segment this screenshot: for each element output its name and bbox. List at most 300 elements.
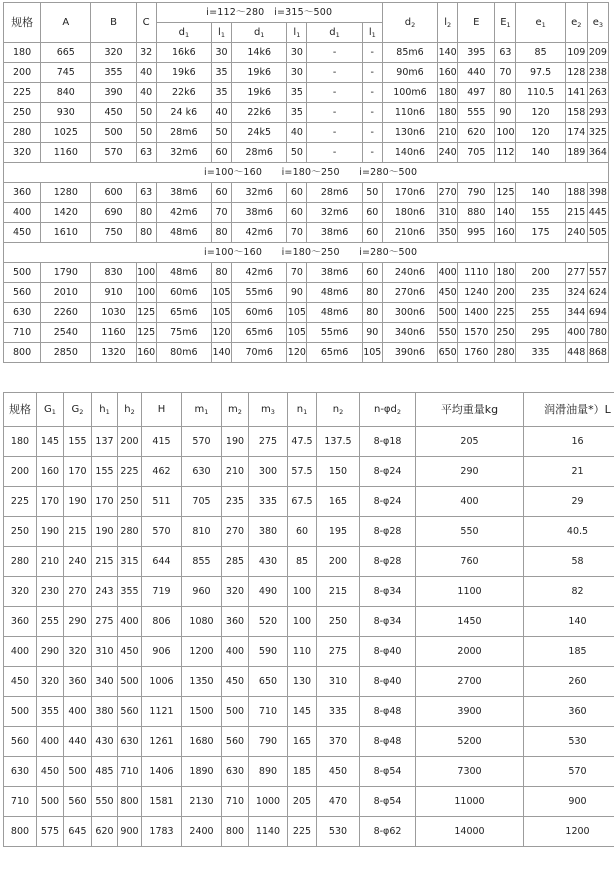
table-cell: 185 <box>524 637 614 667</box>
table-cell: 125 <box>136 323 156 343</box>
table-cell: 109 <box>565 43 587 63</box>
table-row <box>4 123 609 143</box>
table-cell: 180 <box>438 83 458 103</box>
table-cell: 570 <box>142 517 182 547</box>
col-bolt-holes: $n-\varphi d_2$ <box>360 393 416 427</box>
table-cell: 55m6 <box>307 323 362 343</box>
table-cell: 50 <box>362 183 382 203</box>
table-cell: 70 <box>495 63 516 83</box>
ratio-band: i=100～160 i=180～250 i=280～500 <box>4 243 609 263</box>
table-cell: 906 <box>142 637 182 667</box>
table-cell: 290 <box>416 457 524 487</box>
table-cell: 300n6 <box>382 303 437 323</box>
table-cell: 8-φ28 <box>360 517 416 547</box>
table-cell: 2400 <box>182 817 222 847</box>
table-cell: 8-φ40 <box>360 637 416 667</box>
table-cell: 100m6 <box>382 83 437 103</box>
table-cell: 120 <box>287 343 307 363</box>
table-cell: 225 <box>495 303 516 323</box>
table-cell: 38m6 <box>307 263 362 283</box>
table-cell: 180 <box>495 263 516 283</box>
table-cell: 35 <box>211 83 231 103</box>
table-cell: 710 <box>118 757 142 787</box>
col-h1: $h_1$ <box>92 393 118 427</box>
table-cell: 100 <box>288 577 317 607</box>
table-cell: 32m6 <box>156 143 211 163</box>
table-cell: 500 <box>4 263 41 283</box>
table-cell: 200 <box>516 263 565 283</box>
table-cell: 158 <box>565 103 587 123</box>
table-cell: 280 <box>118 517 142 547</box>
col-n2: $n_2$ <box>317 393 360 427</box>
table-cell: 344 <box>565 303 587 323</box>
table-cell: 300 <box>249 457 288 487</box>
table-cell: 400 <box>37 727 64 757</box>
dimension-table-1 <box>3 2 609 363</box>
table-cell: 570 <box>524 757 614 787</box>
table-cell: 250 <box>495 323 516 343</box>
table-cell: 500 <box>64 757 92 787</box>
table-cell: 760 <box>416 547 524 577</box>
table-cell: 590 <box>249 637 288 667</box>
table-cell: 1570 <box>458 323 495 343</box>
table-cell: 150 <box>317 457 360 487</box>
table-row <box>4 547 614 577</box>
col-avg-weight: 平均重量kg <box>416 393 524 427</box>
table-cell: 710 <box>4 323 41 343</box>
table-cell: 63 <box>495 43 516 63</box>
table-cell: 30 <box>287 63 307 83</box>
table-cell: 225 <box>118 457 142 487</box>
col-e1: $e_1$ <box>516 3 565 43</box>
table-cell: 500 <box>4 697 37 727</box>
table-cell: 205 <box>288 787 317 817</box>
table-cell: 364 <box>587 143 608 163</box>
table-cell: 190 <box>222 427 249 457</box>
table-cell: 185 <box>288 757 317 787</box>
table-cell: 430 <box>92 727 118 757</box>
header-row-1 <box>4 3 609 23</box>
table-cell: 50 <box>211 123 231 143</box>
table-cell: 380 <box>249 517 288 547</box>
table-cell: 790 <box>458 183 495 203</box>
table-cell: 1030 <box>91 303 136 323</box>
table-cell: 180 <box>438 103 458 123</box>
table-cell: 290 <box>37 637 64 667</box>
table-cell: 80 <box>495 83 516 103</box>
table-cell: 16k6 <box>156 43 211 63</box>
col-C: C <box>136 3 156 43</box>
table-cell: 24k5 <box>232 123 287 143</box>
table-cell: 1320 <box>91 343 136 363</box>
table-cell: 550 <box>438 323 458 343</box>
table-cell: 8-φ54 <box>360 787 416 817</box>
table-cell: 70 <box>211 203 231 223</box>
table-row <box>4 607 614 637</box>
table-cell: 500 <box>222 697 249 727</box>
table-cell: 280 <box>4 123 41 143</box>
table-cell: 490 <box>249 577 288 607</box>
table-cell: 560 <box>118 697 142 727</box>
table-cell: 57.5 <box>288 457 317 487</box>
table-cell: 160 <box>495 223 516 243</box>
table-row <box>4 487 614 517</box>
table-cell: 215 <box>317 577 360 607</box>
table-cell: 80 <box>211 263 231 283</box>
table-cell: 7300 <box>416 757 524 787</box>
table-cell: 165 <box>317 487 360 517</box>
table-cell: 250 <box>4 103 41 123</box>
table-cell: 750 <box>91 223 136 243</box>
table-row <box>4 303 609 323</box>
table-row <box>4 637 614 667</box>
table-cell: 30 <box>211 43 231 63</box>
table-cell: 2700 <box>416 667 524 697</box>
table-cell: 250 <box>317 607 360 637</box>
ratio-range-a: i=112～280 <box>206 6 265 18</box>
table-cell: 400 <box>118 607 142 637</box>
table-cell: 320 <box>37 667 64 697</box>
table-cell: 360 <box>4 607 37 637</box>
table-cell: 141 <box>565 83 587 103</box>
table-cell: 210 <box>37 547 64 577</box>
table-cell: 255 <box>516 303 565 323</box>
table-cell: 745 <box>41 63 91 83</box>
table-cell: 293 <box>587 103 608 123</box>
table-cell: 555 <box>458 103 495 123</box>
table-cell: 630 <box>222 757 249 787</box>
table-row <box>4 577 614 607</box>
table-row <box>4 143 609 163</box>
table-cell: 2000 <box>416 637 524 667</box>
table-cell: 450 <box>4 223 41 243</box>
table-cell: 97.5 <box>516 63 565 83</box>
table-cell: 310 <box>438 203 458 223</box>
table-cell: 1760 <box>458 343 495 363</box>
table-cell: 70m6 <box>232 343 287 363</box>
table-cell: 275 <box>317 637 360 667</box>
table-cell: 240 <box>438 143 458 163</box>
col-m2: $m_2$ <box>222 393 249 427</box>
table-cell: 55m6 <box>232 283 287 303</box>
col-spec: 规格 <box>4 393 37 427</box>
table-cell: 310 <box>92 637 118 667</box>
table-cell: 35 <box>211 63 231 83</box>
table-cell: 930 <box>41 103 91 123</box>
table-cell: 240n6 <box>382 263 437 283</box>
table-cell: 1680 <box>182 727 222 757</box>
table-cell: 450 <box>4 667 37 697</box>
table-cell: 130 <box>288 667 317 697</box>
table-cell: 145 <box>37 427 64 457</box>
table-row <box>4 757 614 787</box>
table-cell: 800 <box>4 817 37 847</box>
table-cell: 67.5 <box>288 487 317 517</box>
header-row <box>4 393 614 427</box>
table-cell: 240 <box>64 547 92 577</box>
table-cell: 485 <box>92 757 118 787</box>
table-cell: 200 <box>317 547 360 577</box>
table-cell: - <box>307 123 362 143</box>
table-cell: 450 <box>317 757 360 787</box>
table-cell: 440 <box>64 727 92 757</box>
col-oil-volume: 润滑油量*）L <box>524 393 614 427</box>
table-cell: 170 <box>92 487 118 517</box>
table-cell: 570 <box>182 427 222 457</box>
table-cell: 200 <box>4 63 41 83</box>
table-cell: 462 <box>142 457 182 487</box>
table-cell: 1006 <box>142 667 182 697</box>
table-cell: 24 k6 <box>156 103 211 123</box>
table-cell: 60 <box>287 183 307 203</box>
table-cell: 277 <box>565 263 587 283</box>
table-cell: 65m6 <box>232 323 287 343</box>
table-row <box>4 427 614 457</box>
table-cell: 38m6 <box>156 183 211 203</box>
table-cell: 225 <box>4 83 41 103</box>
col-H: H <box>142 393 182 427</box>
table-cell: 250 <box>118 487 142 517</box>
table-cell: 125 <box>136 303 156 323</box>
table-cell: 450 <box>438 283 458 303</box>
table-cell: 450 <box>118 637 142 667</box>
table-cell: 210 <box>438 123 458 143</box>
table-cell: 8-φ62 <box>360 817 416 847</box>
table-cell: 50 <box>136 103 156 123</box>
table-cell: 200 <box>495 283 516 303</box>
table-cell: 710 <box>4 787 37 817</box>
table-cell: 42m6 <box>232 263 287 283</box>
table-cell: 450 <box>222 667 249 697</box>
table-cell: 400 <box>222 637 249 667</box>
table-cell: 60 <box>362 223 382 243</box>
table-cell: 3900 <box>416 697 524 727</box>
table-cell: 155 <box>516 203 565 223</box>
ratio-band-row <box>4 243 609 263</box>
table-cell: 450 <box>37 757 64 787</box>
table-cell: 2540 <box>41 323 91 343</box>
table-cell: 175 <box>516 223 565 243</box>
ratio-band-row <box>4 163 609 183</box>
table-cell: 70 <box>287 263 307 283</box>
col-E1: $E_1$ <box>495 3 516 43</box>
table-cell: 2260 <box>41 303 91 323</box>
table-cell: 165 <box>288 727 317 757</box>
table-cell: 560 <box>64 787 92 817</box>
table-cell: 42m6 <box>156 203 211 223</box>
table-cell: 2130 <box>182 787 222 817</box>
table-cell: 60 <box>362 203 382 223</box>
table-cell: 80 <box>362 283 382 303</box>
table-cell: 550 <box>416 517 524 547</box>
table-cell: 320 <box>64 637 92 667</box>
table-cell: 650 <box>438 343 458 363</box>
table-cell: 840 <box>41 83 91 103</box>
table-cell: 1240 <box>458 283 495 303</box>
col-l1-c: $l_1$ <box>362 23 382 43</box>
table-cell: 28m6 <box>232 143 287 163</box>
table-cell: 275 <box>92 607 118 637</box>
table-cell: 1200 <box>524 817 614 847</box>
table-cell: 140 <box>516 143 565 163</box>
col-A: A <box>41 3 91 43</box>
table-cell: 50 <box>287 143 307 163</box>
table-cell: 8-φ40 <box>360 667 416 697</box>
table-cell: 500 <box>91 123 136 143</box>
table-cell: 360 <box>4 183 41 203</box>
table-cell: 665 <box>41 43 91 63</box>
table-cell: 355 <box>37 697 64 727</box>
table-cell: 806 <box>142 607 182 637</box>
table-cell: 910 <box>91 283 136 303</box>
table-cell: 60m6 <box>232 303 287 323</box>
col-h2: $h_2$ <box>118 393 142 427</box>
table-cell: 340 <box>92 667 118 697</box>
table-cell: 205 <box>416 427 524 457</box>
table-cell: 200 <box>118 427 142 457</box>
table-cell: 50 <box>136 123 156 143</box>
table-row <box>4 63 609 83</box>
ratio-band: i=100～160 i=180～250 i=280～500 <box>4 163 609 183</box>
table-cell: 155 <box>64 427 92 457</box>
table-cell: 400 <box>565 323 587 343</box>
table-cell: 145 <box>288 697 317 727</box>
table-row <box>4 263 609 283</box>
table-cell: 500 <box>438 303 458 323</box>
table-cell: 1160 <box>41 143 91 163</box>
table-cell: 209 <box>587 43 608 63</box>
table-cell: 400 <box>4 637 37 667</box>
table-cell: 105 <box>287 303 307 323</box>
table-cell: 430 <box>249 547 288 577</box>
table-cell: 170 <box>64 457 92 487</box>
table-cell: 238 <box>587 63 608 83</box>
table-row <box>4 83 609 103</box>
table-cell: 8-φ18 <box>360 427 416 457</box>
table-cell: 390n6 <box>382 343 437 363</box>
table-cell: 190 <box>37 517 64 547</box>
table-cell: 243 <box>92 577 118 607</box>
table-cell: 500 <box>37 787 64 817</box>
col-e2: $e_2$ <box>565 3 587 43</box>
table-cell: 110.5 <box>516 83 565 103</box>
table-cell: 560 <box>222 727 249 757</box>
table-cell: 1783 <box>142 817 182 847</box>
table-cell: 340n6 <box>382 323 437 343</box>
table-cell: 80 <box>136 203 156 223</box>
table-cell: - <box>362 123 382 143</box>
table-cell: 398 <box>587 183 608 203</box>
table-cell: 719 <box>142 577 182 607</box>
table-cell: 100 <box>136 283 156 303</box>
table-cell: 1110 <box>458 263 495 283</box>
table-cell: 360 <box>64 667 92 697</box>
table-cell: 140 <box>516 183 565 203</box>
table-cell: 80m6 <box>156 343 211 363</box>
table-cell: 42m6 <box>232 223 287 243</box>
table-cell: 210n6 <box>382 223 437 243</box>
table-cell: 235 <box>516 283 565 303</box>
table-cell: - <box>362 103 382 123</box>
table-cell: 995 <box>458 223 495 243</box>
table-cell: 70 <box>287 223 307 243</box>
table-cell: 1280 <box>41 183 91 203</box>
table-cell: 780 <box>587 323 608 343</box>
table-cell: 1406 <box>142 757 182 787</box>
table-cell: 32m6 <box>307 203 362 223</box>
col-G2: $G_2$ <box>64 393 92 427</box>
table-cell: 705 <box>458 143 495 163</box>
table-cell: 60 <box>287 203 307 223</box>
table-cell: 80 <box>211 223 231 243</box>
table-cell: 324 <box>565 283 587 303</box>
table-cell: 215 <box>565 203 587 223</box>
table-cell: 19k6 <box>156 63 211 83</box>
table-cell: 630 <box>4 303 41 323</box>
table-cell: 800 <box>4 343 41 363</box>
table-cell: 60m6 <box>156 283 211 303</box>
table-cell: 170n6 <box>382 183 437 203</box>
table-cell: 140n6 <box>382 143 437 163</box>
table-cell: 263 <box>587 83 608 103</box>
table-cell: 855 <box>182 547 222 577</box>
table-cell: 195 <box>317 517 360 547</box>
table-cell: 75m6 <box>156 323 211 343</box>
table-cell: 295 <box>516 323 565 343</box>
table-cell: 11000 <box>416 787 524 817</box>
table-cell: 400 <box>416 487 524 517</box>
col-e3: $e_3$ <box>587 3 608 43</box>
table-cell: 1160 <box>91 323 136 343</box>
table-cell: 60 <box>362 263 382 283</box>
table-cell: 710 <box>249 697 288 727</box>
table-cell: 180 <box>4 43 41 63</box>
table-cell: 19k6 <box>232 63 287 83</box>
table-cell: 85 <box>516 43 565 63</box>
col-l1-a: $l_1$ <box>211 23 231 43</box>
table-cell: 250 <box>4 517 37 547</box>
col-n1: $n_1$ <box>288 393 317 427</box>
table-row <box>4 323 609 343</box>
table-cell: 560 <box>4 727 37 757</box>
table-cell: 22k6 <box>232 103 287 123</box>
table-cell: 210 <box>222 457 249 487</box>
table-cell: 65m6 <box>307 343 362 363</box>
table-cell: 285 <box>222 547 249 577</box>
table-cell: 180 <box>4 427 37 457</box>
table-cell: 22k6 <box>156 83 211 103</box>
col-l1-b: $l_1$ <box>287 23 307 43</box>
table-cell: 8-φ34 <box>360 607 416 637</box>
table-cell: 1500 <box>182 697 222 727</box>
table-cell: 448 <box>565 343 587 363</box>
table-cell: 155 <box>92 457 118 487</box>
table-cell: 105 <box>211 283 231 303</box>
table-cell: 21 <box>524 457 614 487</box>
table-cell: 2850 <box>41 343 91 363</box>
table-cell: 1025 <box>41 123 91 143</box>
table-cell: 140 <box>211 343 231 363</box>
table-cell: 390 <box>91 83 136 103</box>
ratio-range-header <box>156 3 382 23</box>
table-cell: 310 <box>317 667 360 697</box>
table-cell: 260 <box>524 667 614 697</box>
table-cell: 30 <box>287 43 307 63</box>
col-m1: $m_1$ <box>182 393 222 427</box>
table-cell: 90m6 <box>382 63 437 83</box>
table-cell: 8-φ28 <box>360 547 416 577</box>
table-cell: 100 <box>288 607 317 637</box>
